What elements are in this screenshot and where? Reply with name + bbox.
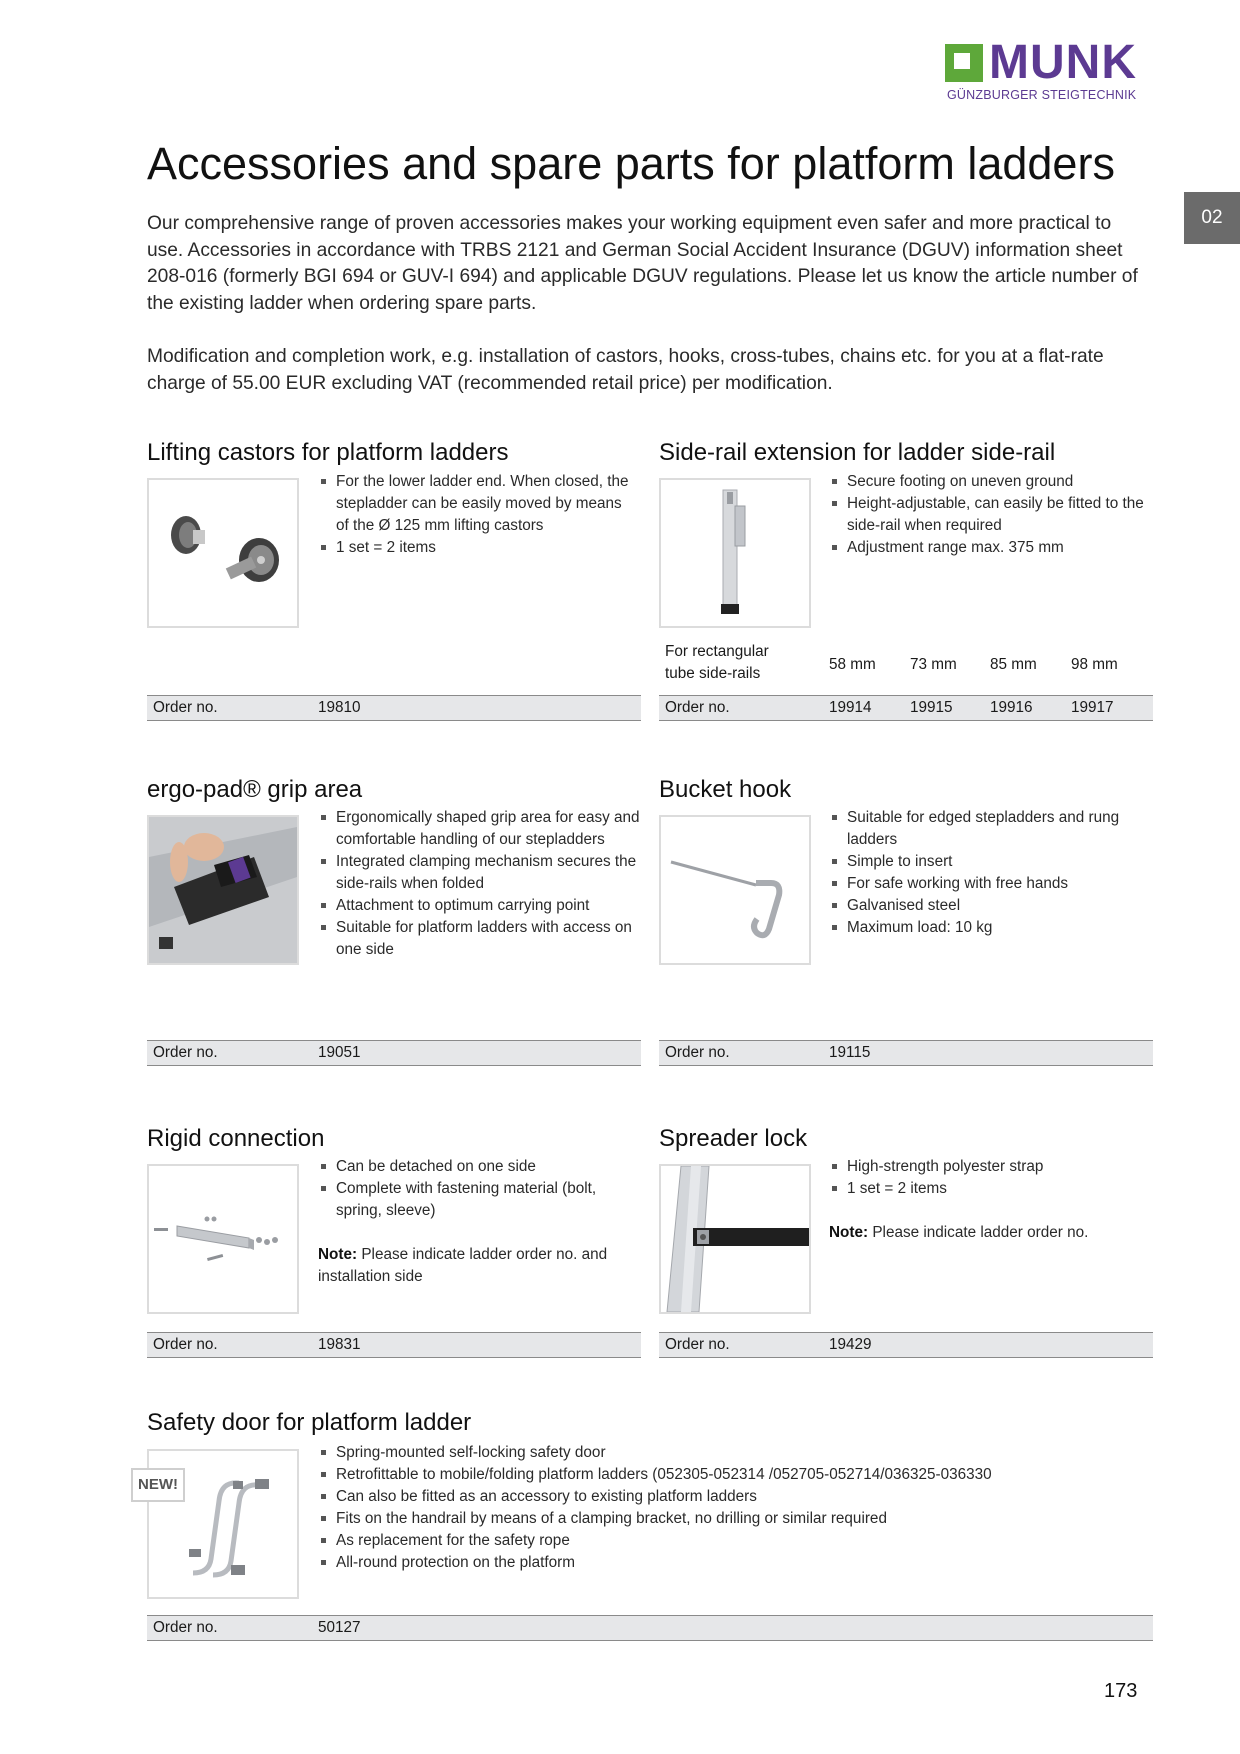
order-label: Order no. [665,1044,730,1061]
list-item: Spring-mounted self-locking safety door [318,1442,1158,1464]
chapter-tab: 02 [1184,192,1240,244]
note-label: Note: [829,1224,869,1241]
list-item: Retrofittable to mobile/folding platform ladders (052305-052314 /052705-052714/036325-036330 [318,1464,1158,1486]
order-number: 19115 [829,1044,871,1061]
list-item: High-strength polyester strap [829,1156,1159,1178]
order-label: Order no. [665,699,730,716]
list-item: Can also be fitted as an accessory to existing platform ladders [318,1486,1158,1508]
list-item: Suitable for edged stepladders and rung ladders [829,807,1159,851]
bucket-hook-feature-list [829,807,1159,939]
list-item: Suitable for platform ladders with access on one side [318,917,643,961]
size-73mm: 73 mm [910,656,957,673]
list-item: Maximum load: 10 kg [829,917,1159,939]
logo-name: MUNK [989,36,1137,89]
bucket-hook-order-row [659,1040,1153,1066]
section-title-ergopad: ergo-pad® grip area [147,776,363,803]
spreader-lock-strap-icon [661,1166,809,1312]
new-badge: NEW! [131,1468,185,1502]
order-number: 19810 [318,699,361,716]
list-item: Fits on the handrail by means of a clamping bracket, no drilling or similar required [318,1508,1158,1530]
bucket-hook-icon [661,817,809,963]
rigid-connection-feature-list [318,1156,643,1222]
list-item: Height-adjustable, can easily be fitted to the side-rail when required [829,493,1159,537]
page-title: Accessories and spare parts for platform ladders [147,138,1115,189]
order-number: 50127 [318,1619,361,1636]
note-label: Note: [318,1246,358,1263]
ergopad-product-image [147,815,299,965]
order-number: 19915 [910,699,953,716]
list-item: For the lower ladder end. When closed, the stepladder can be easily moved by means of the Ø 125 mm lifting castors [318,471,638,537]
intro-paragraph: Our comprehensive range of proven accessories makes your working equipment even safer and more practical to use. Accessories in accordance with TRBS 2121 and German Social Accident Insurance (DGUV) information sheet 208-016 (formerly BGI 694 or GUV-I 694) and applicable DGUV regulations. Please let us know the article number of the existing ladder when ordering spare parts. [147,213,1138,314]
order-number: 19917 [1071,699,1114,716]
section-title-rigid-connection: Rigid connection [147,1125,325,1152]
rigid-connection-order-row [147,1332,641,1358]
spreader-lock-note [829,1222,1159,1244]
siderail-order-row [659,695,1153,721]
safety-door-feature-list [318,1442,1158,1574]
section-title-safety-door: Safety door for platform ladder [147,1409,472,1436]
page-number: 173 [1104,1680,1138,1702]
side-rail-extension-icon [661,480,809,626]
munk-logo [945,36,1150,104]
castors-order-row [147,695,641,721]
note-text: Please indicate ladder order no. and installation side [318,1246,608,1285]
bucket-hook-product-image [659,815,811,965]
ergopad-feature-list [318,807,643,961]
order-label: Order no. [153,1336,218,1353]
order-number: 19914 [829,699,872,716]
munk-logo-mark-icon [945,44,983,82]
note-text: Please indicate ladder order no. [872,1224,1089,1241]
section-title-castors: Lifting castors for platform ladders [147,439,509,466]
list-item: Ergonomically shaped grip area for easy and comfortable handling of our stepladders [318,807,643,851]
list-item: All-round protection on the platform [318,1552,1158,1574]
rigid-connection-icon [149,1166,297,1312]
ergopad-order-row [147,1040,641,1066]
spec-label-line-1: For rectangular [665,643,769,660]
size-58mm: 58 mm [829,656,876,673]
size-98mm: 98 mm [1071,656,1118,673]
order-number: 19429 [829,1336,872,1353]
list-item: Secure footing on uneven ground [829,471,1159,493]
order-label: Order no. [153,699,218,716]
section-title-bucket-hook: Bucket hook [659,776,792,803]
list-item: Attachment to optimum carrying point [318,895,643,917]
list-item: 1 set = 2 items [829,1178,1159,1200]
section-title-spreader-lock: Spreader lock [659,1125,808,1152]
castors-feature-list [318,471,638,559]
siderail-feature-list [829,471,1159,559]
order-label: Order no. [153,1619,218,1636]
logo-subtitle: GÜNZBURGER STEIGTECHNIK [947,88,1137,102]
size-85mm: 85 mm [990,656,1037,673]
siderail-product-image [659,478,811,628]
order-number: 19051 [318,1044,361,1061]
section-title-siderail: Side-rail extension for ladder side-rail [659,439,1056,466]
list-item: Simple to insert [829,851,1159,873]
order-number: 19831 [318,1336,361,1353]
list-item: Galvanised steel [829,895,1159,917]
list-item: Adjustment range max. 375 mm [829,537,1159,559]
order-label: Order no. [665,1336,730,1353]
list-item: Complete with fastening material (bolt, spring, sleeve) [318,1178,643,1222]
list-item: For safe working with free hands [829,873,1159,895]
list-item: As replacement for the safety rope [318,1530,1158,1552]
list-item: Can be detached on one side [318,1156,643,1178]
list-item: Integrated clamping mechanism secures the side-rails when folded [318,851,643,895]
safety-door-order-row [147,1615,1153,1641]
spreader-lock-product-image [659,1164,811,1314]
spreader-lock-feature-list [829,1156,1159,1200]
intro-note-paragraph: Modification and completion work, e.g. installation of castors, hooks, cross-tubes, chains etc. for you at a flat-rate charge of 55.00 EUR excluding VAT (recommended retail price) per modification. [147,346,1104,394]
rigid-connection-product-image [147,1164,299,1314]
order-number: 19916 [990,699,1033,716]
rigid-connection-note [318,1244,643,1288]
ergo-pad-grip-icon [149,817,297,963]
spreader-lock-order-row [659,1332,1153,1358]
list-item: 1 set = 2 items [318,537,638,559]
lifting-castor-icon [149,480,297,626]
castors-product-image [147,478,299,628]
order-label: Order no. [153,1044,218,1061]
spec-label-line-2: tube side-rails [665,665,761,682]
